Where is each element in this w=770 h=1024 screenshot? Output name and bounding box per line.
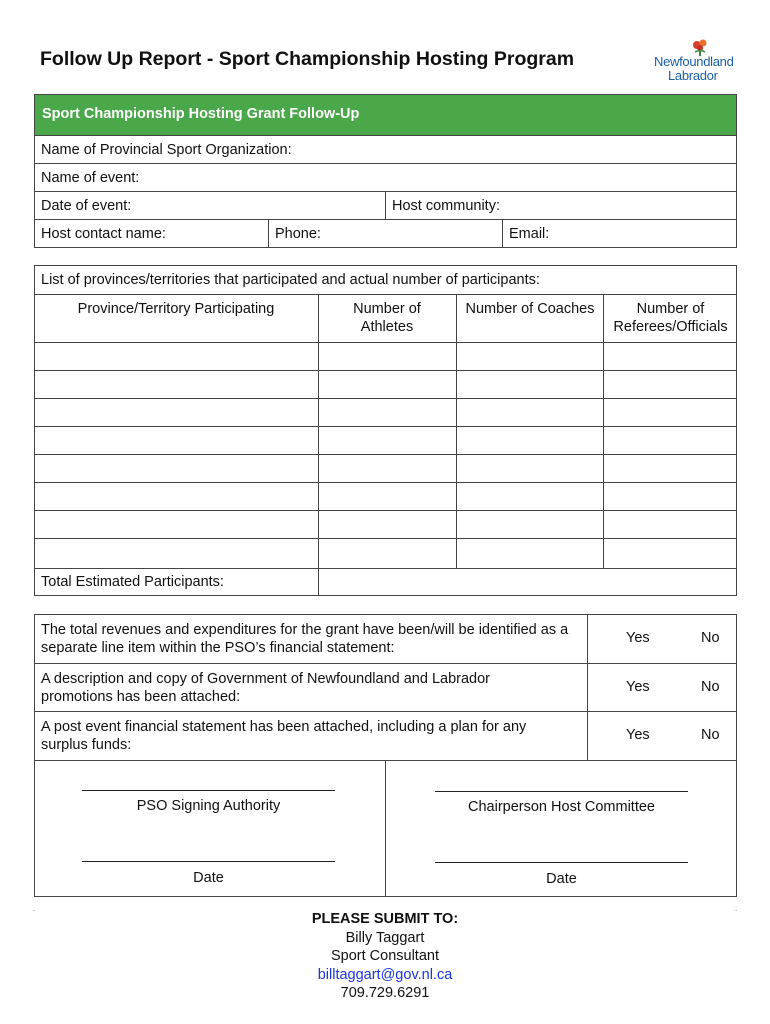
- no-option[interactable]: No: [701, 679, 720, 695]
- pso-signing-authority-label: PSO Signing Authority: [136, 798, 281, 814]
- pso-signature-line[interactable]: [82, 790, 335, 791]
- table-row[interactable]: [34, 370, 737, 371]
- contact-role: Sport Consultant: [330, 948, 439, 964]
- chairperson-signature-line[interactable]: [435, 791, 688, 792]
- yes-option[interactable]: Yes: [626, 630, 650, 646]
- table-row[interactable]: [34, 538, 737, 539]
- government-logo: [652, 38, 742, 84]
- event-name-field[interactable]: Name of event:: [41, 170, 140, 186]
- logo-text-labrador: Labrador: [668, 68, 718, 83]
- pso-name-field[interactable]: Name of Provincial Sport Organization:: [41, 142, 292, 158]
- page-title: Follow Up Report - Sport Championship Hosting Program: [40, 48, 575, 70]
- checklist-item-text: A post event financial statement has been attached, including a plan for any surplus funds:: [41, 719, 527, 753]
- contact-name: Billy Taggart: [345, 929, 425, 946]
- chairperson-date-label: Date: [546, 871, 577, 887]
- table-row[interactable]: [34, 398, 737, 399]
- total-participants-field[interactable]: [319, 569, 736, 595]
- contact-phone: 709.729.6291: [340, 985, 430, 1001]
- yes-option[interactable]: Yes: [626, 679, 650, 695]
- column-header-athletes: Number of Athletes: [353, 301, 421, 335]
- submit-block: [235, 910, 535, 1003]
- checklist-item-text: A description and copy of Government of Newfoundland and Labrador promotions has been attached:: [41, 671, 490, 705]
- pso-date-label: Date: [193, 870, 224, 886]
- yes-option[interactable]: Yes: [626, 727, 650, 743]
- pso-date-line[interactable]: [82, 861, 335, 862]
- logo-text-newfoundland: Newfoundland: [654, 54, 734, 69]
- checklist-item-text: The total revenues and expenditures for the grant have been/will be identified as a separate line item within the PSO’s financial statement:: [41, 622, 569, 656]
- email-field[interactable]: Email:: [509, 226, 550, 242]
- page-mark: .: [33, 904, 36, 913]
- contact-email-link[interactable]: billtaggart@gov.nl.ca: [317, 966, 453, 983]
- table-row[interactable]: [34, 426, 737, 427]
- event-date-field[interactable]: Date of event:: [41, 198, 132, 214]
- no-option[interactable]: No: [701, 630, 720, 646]
- phone-field[interactable]: Phone:: [275, 226, 321, 242]
- no-option[interactable]: No: [701, 727, 720, 743]
- total-participants-label: Total Estimated Participants:: [41, 574, 224, 590]
- participants-intro: List of provinces/territories that participated and actual number of participants:: [41, 272, 540, 288]
- submit-heading: PLEASE SUBMIT TO:: [311, 911, 459, 927]
- general-info-table: [34, 94, 737, 248]
- column-header-province: Province/Territory Participating: [77, 301, 275, 317]
- column-header-officials: Number of Referees/Officials: [613, 301, 728, 335]
- table-row[interactable]: [34, 482, 737, 483]
- column-header-coaches: Number of Coaches: [465, 301, 595, 317]
- table-row[interactable]: [34, 510, 737, 511]
- section-heading: Sport Championship Hosting Grant Follow-Up: [42, 106, 360, 122]
- chairperson-date-line[interactable]: [435, 862, 688, 863]
- table-row[interactable]: [34, 454, 737, 455]
- page-mark: .: [735, 904, 738, 913]
- host-community-field[interactable]: Host community:: [392, 198, 500, 214]
- chairperson-label: Chairperson Host Committee: [468, 799, 655, 815]
- host-contact-field[interactable]: Host contact name:: [41, 226, 166, 242]
